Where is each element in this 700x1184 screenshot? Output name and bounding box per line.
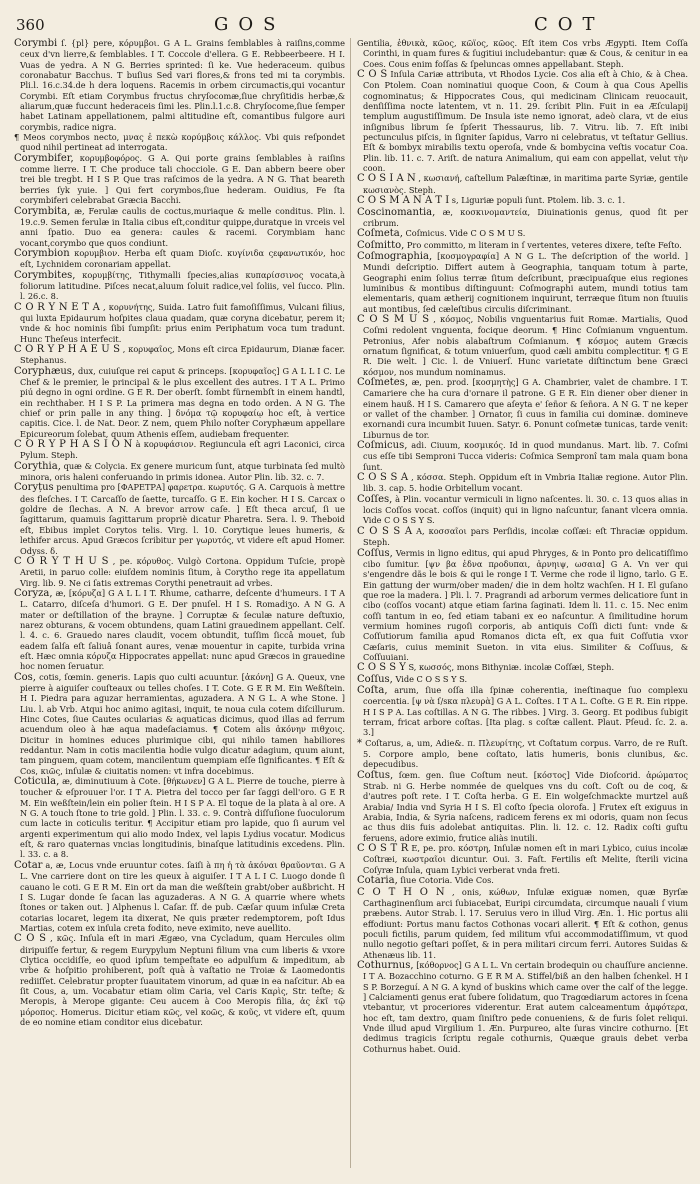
dictionary-entry	[14, 860, 345, 933]
entry-text: κορυμβίτης, Tithymalli ſpecies,alias κυπαρίσσινος vocata,à foliorum latitudine. Piſces necat,aluum ſoluit radice,vel ſoliis, vel ſucco. Plin. l. 26.c. 8.	[20, 269, 345, 302]
dictionary-entry	[357, 38, 688, 69]
dictionary-entry	[357, 674, 688, 685]
entry-text: quæ & Colycia. Ex genere muricum ſunt, atque turbinata ſed multò minora, oris haleni conferuando in primis idonea. Autor Plin. lib. 32. c. 7.	[20, 460, 345, 483]
entry-text: æ, [κόρυζα] G A L L I T. Rhume, catharre, deſcente d'humeurs. I T A L. Catarro, diſceſa d'humori. G E. Der pnuſel. H I S. Romadiʒo. A N G. A mater or deſtillation of the brayne. ] Corruptæ & ſeculæ nature deſtuxio, narez obturans, & vocem obtundens, quam Latini grauedinem appellant. Celſ. l. 4. c. 6. Grauedo nares claudit, vocem obtundit, tuſſim ſiccâ mouet, ſub eadem ſalſa eſt ſaliuâ ſonant aures, venæ mouentur in capite, turbida vrina eſt. Hæc omnia κόρυζα Hippocrates appellat: nunc apud Græcos in grauedine hoc nomen ſeruatur.	[20, 587, 345, 672]
entry-text: Coſmicus. Vide C O S M U S.	[405, 228, 526, 239]
entry-text: Pro committo, m literam in ſ vertentes, veteres dixere, teſte Feſto.	[406, 239, 682, 250]
entry-headword: Coſtus,	[357, 769, 394, 781]
entry-text: , κόσσα. Steph. Oppidum eſt in Vmbria Italiæ regione. Autor Plin. lib. 3. cap. 5. hodie Orbitellum vocant.	[363, 472, 688, 494]
entry-text: à Plin. vocantur vermiculi in ligno naſcentes. li. 30. c. 13 quos alias in locis Coſſos vocat. coſſos (inquit) qui in ligno naſcuntur, ſanant vlcera omnia. Vide C O S S Y S.	[363, 493, 688, 526]
dictionary-entry	[357, 207, 688, 229]
entry-text: ſœm. gen. ſiue Coſtum neut. [κόστος] Vide Dioſcorid. ἀρώματος Strab. ni G. Herbe nommée de quelques vns du coſt. Coſt ou de coq, & d'autres poſt rete. I T. Coſta herba. G E. Ein wolgeſchmackte murtzel auß Arabia/ India vnd Syria H I S. El coſto ſpecia olorofa. ] Frutex eſt exiguus in Arabia, India, & Syria naſcens, radicem ferens ex mi odoris, quam non ſecus ac thus diis fuis adolebat antiquitas. Plin. li. 12. c. 12. Radix coſti guſtu feruens, adore eximio, frutice aliàs inutili.	[363, 769, 688, 843]
dictionary-entry	[14, 366, 345, 439]
dictionary-entry	[357, 662, 688, 673]
dictionary-entry	[14, 344, 345, 366]
dictionary-entry	[357, 526, 688, 548]
entry-text: , κόσμος, Nobilis vnguentarius fuit Romæ. Martialis, Quod Coſmi redolent vnguenta, focique deorum. ¶ Hinc Coſmianum vnguentum. Petronius, Afer nobis alabaſtrum Coſmianum. ¶ κόσμος autem Græcis ornatum ſignificat, & totum vniuerſum, quod cæli ambitu complectitur. ¶ G E R. Die welt. ] Cic. l. de Vniuerſ. Hunc varietate diſtinctum bene Græci κόσμον, nos mundum nominamus.	[363, 313, 688, 377]
dictionary-entry	[357, 251, 688, 314]
entry-text: æ, Ferulæ caulis de coctus,muriaque & melle conditus. Plin. l. 19.c.9. Semen ferulæ in Italia cibus eſt,conditur quippe,duratque in vrceis vel anni ſpatio. Duo ea genera: caules & racemi. Corymbiam hanc vocant,corymbo que quos condiunt.	[20, 205, 345, 248]
entry-text: dux, cuiuſque rei caput & princeps. [κορυφαῖος] G A L L I C. Le Chef & le premier, le principal & le plus excellent des autres. I T A L. Primo piú degno in ogni ordine. G E R. Der oberſt. ſombt fürnembſt in einem handtl, ein rechthaber. H I S P. La primera mas degna en todo orden. A N G. The chief or prin palle in any thing. ] δνόμα τῷ κορυφαίῳ hoc eſt, à vertice capitis. Cice. l. de Nat. Deor. Z nem, quem Philo noſter Coryphæum appellare Epicureorum ſolebat, quum Athenis eſſem, audiebam frequenter.	[20, 365, 345, 439]
entry-headword: C O R Y P H A S I O N	[14, 439, 133, 451]
entry-text: æ, diminutiuum à Cote. [θήκωνεν] G A L. Pierre de touche, pierre à toucher & eſprouuer l'or. I T A. Pietra del tocco per ſar ſaggi dell'oro. G E R M. Ein weßſtein/lein ein polier ſtein. H I S P A. El toque de la plata à al ore. A N G. A touch ſtone to trie gold. ] Plin. l. 33. c. 9. Contrà diſſuſione ſuoculorum cum lacte in coticulis teritur. ¶ Accipitur etiam pro lapide, quo ſi aurum vel argenti experimentum qui alio modo Index, vel lapis Lydius vocatur. Modicus eſt, & raro quaternas vncias longitudinis, binaſque latitudinis excedens. Plin. l. 33. c. a 8.	[20, 776, 345, 860]
entry-headword: Corymbifer,	[14, 152, 74, 164]
dictionary-entry	[357, 843, 688, 875]
entry-headword: Coscinomantia,	[357, 206, 436, 218]
dictionary-entry	[357, 875, 688, 886]
entry-text: cotis, ſœmin. generis. Lapis quo culti acuuntur. [ἀκόνη] G A. Queux, vne pierre à aiguiſer couſteaux ou telles choſes. I T. Cote. G E R M. Ein Weßſtein. H I. Piedra para aguzar herramientas, aguzadera. A N G L. A whe Stone. ] Liu. l. ab Vrb. Atqui hoc animo agitasi, inquit, te noua cula cotem diſcillurum. Hinc Cotes, ſiue Cautes ocularias & aquaticas dicimus, quod illas ad ferrum acuendum oleo à hæ aqua madeſaciamus. ¶ Cotem alis ἀκόνην πιθχοις. Dicitur in homines educes plurimique cibi, qui nihilo tamen habiliores reddantur. Nam in cotis macilentia hodie vulgo dicatur adagium, quum aiunt, tam pinguem, quam cotem, mancilentum quempiam eſſe ſignificantes. ¶ Eſt & Cos, κιῶς, inſulæ & ciuitatis nomen: vt infra docebimus.	[20, 671, 345, 776]
entry-headword: Cotaria,	[357, 875, 398, 887]
entry-text: a, æ, Locus vnde eruuntur cotes. ſaiſi à πη ἡ τὰ ἀκόναι θραῦονται. G A L. Vne carriere dont on tire les queux à aiguiſer. I T A L I C. Luogo donde ſi cauano le coti. G E R M. Ein ort da man die weßſtein grabt/ober außbricht. H I S. Lugar donde ſe ſacan las aguzaderas. A N G. A quarrie where whets ſtones or taken out. ] Alphenus l. Caſar. ſf. de pub. Cæſar quum inſulæ Creta cotarias locaret, legem ita dixerat, Ne quis præter redemptorem, poſt Idus Martias, cotem ex inſula creta fodito, neve eximito, neve auellito.	[20, 859, 345, 933]
right-column	[357, 38, 688, 1168]
entry-headword: C O R Y T H U S	[14, 555, 109, 567]
entry-headword: Coſmographia,	[357, 250, 433, 262]
dictionary-entry	[357, 240, 688, 251]
entry-text: ſiue Cotoria. Vide Cos.	[400, 875, 494, 886]
dictionary-entry	[14, 588, 345, 672]
entry-text: æ, pen. prod. [κοσμητὴς] G A. Chambrier, valet de chambre. I T. Camariere che ha cura d'ornare il patrone. G E R. Ein diener ober diener in einem hauß. H I S. Camarero que aſeyta e' ſeñor & ſeñora. A N G. T ne keper or vallet of the chamber. ] Ornator, ſi cuus in familia cui dominæ. domineve exornandi cura incumbit Iuuen. Satyr. 6. Ponunt coſmetæ tunicas, tarde venit: Liburnus de tor.	[363, 377, 688, 440]
entry-headword: Coryphæus,	[14, 365, 76, 377]
entry-headword: Corymbi	[14, 38, 58, 49]
entry-headword: C O R Y P H A E U S	[14, 343, 120, 355]
entry-headword: C O S S A	[357, 472, 409, 484]
entry-headword: Corymbites,	[14, 269, 76, 281]
text-columns	[14, 38, 688, 1168]
dictionary-entry	[357, 377, 688, 440]
entry-headword: Coryza,	[14, 587, 53, 599]
dictionary-entry	[357, 738, 688, 770]
entry-text: E, pe. pro. κόστρη, Inſulæ nomen eſt in mari Lybico, cuius incolæ Coſtræi, κωστραῖοι dicuntur. Oui. 3. Faſt. Fertilis eſt Melite, ſterili vicina Coſyræ Inſula, quam Lybici verberat vnda freti.	[363, 843, 688, 875]
entry-text: Vermis in ligno editus, qui apud Phryges, & in Ponto pro delicatiſſimo cibo ſumitur. [ψν βα ἐδνα προδυπαι, ἀρνηιψ, ωσαια] G A. Vn ver qui s'engendre dãs le bois & qui le ronge I T. Verme che rode il ligno, tarlo. G E. Ein gattung der wurm/ober maden/ die in dem holtz wachſen. H I. El guſano que roe la madera. ] Pli. l. 7. Pragrandi ad arborum vermes delicatiore ſunt in cibo (coſſos vocant) atque etiam ſarina ſaginati. Idem li. 11. c. 15. Nec enim coſſi tantum in eo, ſed etiam tabani ex eo naſcuntur. A ſimilitudine horum vermium homines rugoſi corporis, ab antiquis Coſſi dicti ſunt: vnde & Coſſutiorum familia apud Romanos dicta eſt, ex qua fuit Coſſutia vxor Cæſaris, cuius meminit Sueton. in vita eius. Similiter & Coſſuus, & Coſſuuiani.	[363, 547, 688, 662]
dictionary-entry	[14, 206, 345, 248]
dictionary-entry	[357, 494, 688, 526]
entry-headword: Coſmeta,	[357, 228, 403, 240]
dictionary-entry	[14, 38, 345, 132]
entry-text: , κῶς. Inſula eſt in mari Ægæo, vna Cycladum, quam Hercules olim diripuiſſe fertur, & regem Eurypylum Neptuni filium vna cum liberis & vxore Clytica occidiſſe, eo quod ipſum tempeſtate eo adpulſum & impeditum, ab vrbe & hoſpitio prohiberent, poſt quà à vaſtatio ne Troiæ & Laomedontis rediiſſet. Celebratur propter ſuauitatem vinorum, ad quæ in ea naſcitur. Ab ea ſit Cous, a, um. Vocabatur etiam olim Caria, vel Caris Καρὶς, Str. teſte; & Meropis, à Merope gigante: Ceu aucem à Coo Meropis filia, ἀς ἐκῖ τῷ μόροπος. Homerus. Dicitur etiam κῶς, vel κοῶς, & κοῦς, vt videre eſt, quum de eo nomine etiam conditor eius dicebatur.	[20, 933, 345, 1027]
entry-headword: C O S T R	[357, 843, 409, 855]
entry-text: adi. Ciuum, κοσμικός. Id in quod mundanus. Mart. lib. 7. Coſmi cus eſſe tibi Semproni Tucca videris: Coſmica Sempronî tam mala quam bona ſunt.	[363, 440, 688, 472]
entry-text: Vide C O S S Y S.	[395, 673, 468, 684]
entry-headword: C O R Y N E T A	[14, 301, 100, 313]
entry-text: Coſtarus, a, um, Adie&. π. Πλευρίτης, vt Coſtatum corpus. Varro, de re Ruſt. 5. Corpore amplo, bene coſtato, latis humeris, bonis clunibus, &c. depecudibus.	[363, 737, 688, 770]
dictionary-entry	[357, 195, 688, 206]
entry-text: æ, κοσκινομαντεία, Diuinationis genus, quod ſit per cribrum.	[363, 206, 688, 228]
dictionary-entry	[14, 248, 345, 270]
entry-text: , pe. κόρυθος. Vulgò Cortona. Oppidum Tuſcie, propè Aretii, in paruo colle: eiuſdem nominis ſitum, à Corytho rege ita appellatum Virg. lib. 9. Ne ci ſatis extremas Corythi penetrauit ad vrbes.	[20, 555, 345, 588]
dictionary-entry	[357, 887, 688, 960]
entry-headword: Coſſus,	[357, 547, 393, 559]
dictionary-entry	[14, 153, 345, 206]
dictionary-entry	[357, 770, 688, 843]
entry-text: s, Liguriæ populi ſunt. Ptolem. lib. 3. c. 1.	[451, 195, 626, 206]
entry-headword: Cotar	[14, 859, 43, 871]
dictionary-entry	[14, 439, 345, 461]
entry-headword: Coſſus,	[357, 673, 393, 685]
entry-headword: C O S	[357, 69, 388, 81]
dictionary-entry	[357, 440, 688, 472]
entry-text: Gentilia, ἐθνικὰ, κῶος, κῶϊος, κῶος. Eſt item Cos vrbs Ægypti. Item Coſſa Corinthi, in quam fures & ſugitiui includebantur: quæ & Cous, & cenitur in ea Coes. Cous enim foſſas & ſpeluncas omnes appellabant. Steph.	[357, 38, 688, 69]
entry-text: [κοσμογραφία] A N G L. The deſcription of the world. ] Mundi deſcriptio. Differt autem à Geographia, tanquam totum à parte, Geographi enim ſolius terræ ſitum deſcribunt, præcipuaſque eius regiones luminibus & montibus diſtinguunt: Coſmographi autem, mundi totius tam elementaris, quam ætherij cognitionem inquirunt, terræque ſitum non ſtuuiis aut montibus, ſed cæleſtibus circulis diſcriminant.	[363, 250, 688, 314]
entry-headword: Coticula,	[14, 776, 60, 788]
dictionary-entry	[14, 482, 345, 555]
running-head-right: COT	[534, 14, 605, 35]
entry-headword: Corymbita,	[14, 205, 71, 217]
page-number: 360	[16, 16, 45, 34]
dictionary-entry	[357, 472, 688, 494]
dictionary-entry	[357, 173, 688, 195]
entry-headword: Coſmetes,	[357, 377, 409, 388]
dictionary-entry	[14, 270, 345, 302]
dictionary-entry	[14, 461, 345, 483]
left-column	[14, 38, 345, 1168]
entry-headword: Corymbion	[14, 247, 70, 259]
entry-headword: C O S I A N	[357, 173, 416, 185]
entry-headword: C O S S Y	[357, 662, 406, 674]
entry-text: Inſula Cariæ attributa, vt Rhodos Lycie. Cos alia eſt à Chio, & à Chea. Con Ptolem. Coan nominatiui quoque Coon, & Coum à qua Cous Apellis cognominatus; & Hippocrates Cous, qui medicinam Clinicam reuocauit, denſiſſima nocte latentem, vt n. 11. 29. ſcribit Plin. Fuit in ea Æſculapij templum augustiſſimum. De Insula iste nemo ignorat, adeò clara, vt de eius inſignibus librum ſe ſpſerit Thessaurus, lib. 7. Vitru. lib. 7. Eſt inibi pectunculus piſcis, in ſigniter ſapidus, Varro ni celebratus, vt teſtatur Gellius. Eſt & bombyx mirabilis textu operoſa, vnde & bombycina veſtis vocatur Coa. Plin. lib. 11. c. 7. Ariſt. de natura Animalium, qui eam con appellat, velut τὴν coon.	[363, 69, 688, 174]
dictionary-entry	[357, 685, 688, 738]
entry-text: , κορυφαῖος, Mons eſt circa Epidaurum, Dianæ facer. Stephanus.	[20, 343, 345, 366]
entry-text: arum, ſiue oſſa illa ſpinæ coherentia, ineſtinaque ſuo complexu coercentia. [ψ νὰ ſ/sκα πλευρὰ] G A L. Coſtes. I T A L. Coſte. G E R. Ein rippe. H I S P A. Las coſtillas. A N G. The ribbes. ] Virg. 3. Georg. Et podibus ſubigit terram, fricat arbore coſtas. [Ita plag. s coſtæ callent. Plaut. Pſeud. ſc. 2. a. 3.]	[363, 684, 688, 738]
dictionary-entry	[14, 776, 345, 860]
entry-headword: C O S M A N A T I	[357, 195, 450, 207]
running-head-left: GOS	[214, 14, 286, 35]
entry-headword: C O S S A	[357, 525, 413, 537]
entry-text: [κόθορνος] G A L L. Vn certain brodequin ou chauſſure ancienne. I T A. Bozacchino coturno. G E R M A. Stiffel/biß an den halben ſchenkel. H I S P. Borzeguí. A N G. A kynd of buskins which came over the calf of the legge. ] Calciamenti genus erat ſubere ſolidatum, quo Tragœdiarum actores in ſcena vtebantur, vt proceriores viderentur. Erat autem calceamentum ἀμφότερα, hoc eſt, tam dextro, quam ſiniſtro pede conueniens, & de furis ſolet reliqui. Vnde illud apud Virgilium 1. Æn. Purpureo, alte ſuras vincire cothurno. [Et dedimus tragicis ſcriptu regale cothurnis, Quæque grauis debet verba Cothurnus habet. Ouid.	[363, 959, 688, 1054]
dictionary-entry	[357, 314, 688, 377]
entry-text: , κωσιανή, caſtellum Palæſtinæ, in maritima parte Syriæ, gentile κωσιανὸς. Steph.	[363, 173, 688, 195]
dictionary-entry	[14, 132, 345, 153]
entry-headword: C O S	[14, 933, 47, 945]
entry-headword: Coſmitto,	[357, 239, 405, 251]
dictionary-entry	[357, 228, 688, 239]
entry-text: , κορυνήτης, Suida. Latro fuit famoſiſſimus, Vulcani filius, qui luxta Epidaurum hoſpites claua quadam, quæ coryna dicebatur, perem it; vnde & hoc nominis ſibi ſumpſit: prius enim Periphatum voca tum tradunt. Hunc Theſeus interfecit.	[20, 301, 345, 344]
dictionary-entry	[357, 960, 688, 1054]
entry-text: S, κωσσός, mons Bithyniæ. incolæ Coſſæi, Steph.	[408, 662, 615, 673]
entry-text: κορυμβοφόρος. G A. Qui porte grains ſemblables à raiſins comme lierre. I T. Che produce tali chocciole. G E. Dan abbern beere ober trei ble tregbt. H I S P. Que tras raſcimos de la yedra. A N G. That beareth berries ſyk yuie. ] Qui fert corymbos,ſiue hederam. Ouidius, Fe ſta corymbiferi celebrabat Græcia Bacchi.	[20, 152, 345, 206]
dictionary-entry	[14, 302, 345, 344]
entry-text: à κορυφάσιον. Regiuncula eſt agri Laconici, circa Pylum. Steph.	[20, 439, 345, 461]
entry-text: κορυμβιον. Herba eſt quam Dioſc. κυγίνιδα ςεφανωτικόν, hoc eſt, Lychnidem coronariam appellat.	[20, 247, 345, 270]
page-header	[14, 14, 688, 36]
entry-text: ¶ Meos corymbos necto, μνας ἐ πεκὼ κορύμβοις κάλλος. Vbi quis reſpondet quod nihil pertineat ad interrogata.	[14, 132, 345, 153]
entry-text: ſ. {pl} pere, κόρυμβοι. G A L. Grains ſemblables à raiſins,comme ceux d'vn lierre,& ſemblables. I T. Coccole d'ellera. G E. Rebbeerbeere. H I. Vuas de yedra. A N G. Berries sprinted: ſi ke. Vue hederaceum. quibus coronabatur Bacchus. T buſius Sed vari flores,& frons ted mi ta corymbis. Pli.l. 16.c.34.de h dera loquens. Racemis in orbem circumactis,qui vocantur Corymbi. Eſt etiam Corymbus fructus chryſocomæ,ſiue chryſitidis herbæ,& aliarum,quæ fuccunt hederaceis ſimi les. Plin.l.1.c.8. Chryſocome,ſiue ſemper habet Latinam appellationem, palmi altitudine eſt, comantibus fulgore auri corymbis, radice nigra.	[20, 38, 345, 132]
entry-headword: Corythia,	[14, 460, 61, 472]
entry-headword: Coſmicus,	[357, 440, 408, 452]
entry-headword: Cothurnus,	[357, 959, 414, 971]
entry-headword: Coſſes,	[357, 493, 393, 505]
entry-text: penultima pro [ΦΑΡΕΤΡΑ] φαρετρα. κωρυτός. G A. Carquois à mettre des fleſches. I T. Carcaſſo de ſaette, turcaſſo. G E. Ein kocher. H I S. Carcax o goldre de ſlechas. A N. A brevor arrow caſe. ] Eſt theca arcuſ, ſi ue ſagittarum, quamuis ſagittarum propriè dicatur Pharetra. Sera. l. 9. Theboid eſt, Ebibus implet Corytos telis. Virg. l. 10. Corytique leues humeris, & lethifer arcus. Apud Græcos ſcribitur per γωρυτός, vt videre eſt apud Homer. Odyss. δ.	[20, 482, 345, 556]
entry-headword: C O T H O N	[357, 886, 445, 898]
entry-text: , onis, κώθων, Inſulæ exiguæ nomen, quæ Byrſæ Carthaginenſium arci ſubiacebat, Euripi circumdata, circumque nauali ſ vium præbens. Autor Strab. l. 17. Seruius vero in illud Virg. Æn. 1. Hic portus alii effodiunt: Portus manu factos Cothonas vocari allerit. ¶ Eſt & cothon, genus poculi fictilis, parum quidem, ſed militum vſui accommodatiſſimum, vt quod nullo negotio geſtari poſſet, & in pera militari circum ferri. Autores Suidas & Athenæus lib. 11.	[363, 886, 688, 960]
dictionary-entry	[14, 672, 345, 776]
dictionary-entry	[14, 556, 345, 588]
dictionary-entry	[357, 548, 688, 663]
dictionary-entry	[14, 933, 345, 1027]
entry-headword: C O S M U S	[357, 313, 430, 325]
entry-headword: Coryțus	[14, 482, 54, 494]
entry-headword: Cos,	[14, 671, 36, 683]
dictionary-entry	[357, 69, 688, 173]
entry-text: A, κοσσαῖοι pars Perſidis, incolæ coſſæi: eſt Thraciæ oppidum. Steph.	[363, 525, 688, 548]
column-divider	[350, 38, 351, 1168]
entry-headword: Coſta,	[357, 684, 388, 696]
entry-headword: *	[357, 737, 362, 749]
